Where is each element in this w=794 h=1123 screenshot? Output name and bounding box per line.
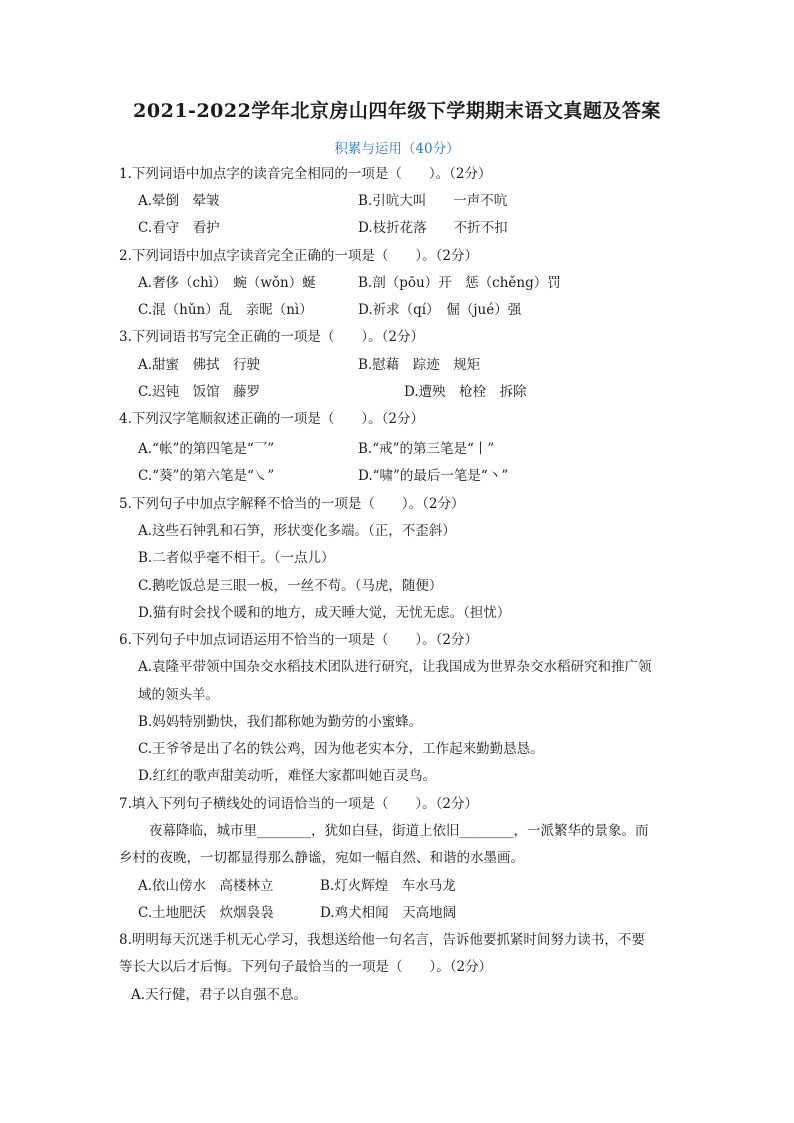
page-title: 2021-2022学年北京房山四年级下学期期末语文真题及答案 (133, 100, 661, 122)
question-3-option-c: C.迟钝 饭馆 藤罗 (138, 384, 261, 400)
question-7-passage-line2: 乡村的夜晚，一切都显得那么静谧，宛如一幅自然、和谐的水墨画。 (119, 850, 524, 866)
question-3-option-a: A.甜蜜 佛拭 行驶 (138, 357, 261, 373)
question-2-option-d: D.祈求（qí） 倔（jué）强 (358, 302, 522, 318)
question-2-option-b: B.剖（pōu）开 惩（chěng）罚 (358, 275, 561, 291)
question-7-passage-line1: 夜幕降临，城市里________，犹如白昼，街道上依旧________，一派繁华的景象。而 (149, 823, 649, 839)
question-3-option-d: D.遭殃 枪栓 拆除 (404, 384, 527, 400)
question-5-option-a: A.这些石钟乳和石笋，形状变化多端。（正，不歪斜） (138, 523, 456, 539)
question-5-option-b: B.二者似乎毫不相干。（一点儿） (138, 550, 335, 566)
question-6-option-c: C.王爷爷是出了名的铁公鸡，因为他老实本分，工作起来勤勤恳恳。 (138, 741, 544, 757)
question-4-option-d: D.“啸”的最后一笔是“丶” (358, 468, 509, 484)
question-4-option-a: A.“帐”的第四笔是“乛” (138, 441, 275, 457)
question-6-option-a-line2: 域的领头羊。 (138, 687, 219, 703)
question-4-option-c: C.“葵”的第六笔是“㇏” (138, 468, 275, 484)
question-6-option-b: B.妈妈特别勤快，我们都称她为勤劳的小蜜蜂。 (138, 714, 423, 730)
question-5-option-d: D.猫有时会找个暖和的地方，成天睡大觉，无忧无虑。（担忧） (138, 605, 511, 621)
question-1-option-c: C.看守 看护 (138, 220, 220, 236)
question-3-option-b: B.慰藉 踪迹 规矩 (358, 357, 481, 373)
question-7-option-c: C.土地肥沃 炊烟袅袅 (138, 905, 274, 921)
question-3-stem: 3.下列词语书写完全正确的一项是（ ）。（2分） (119, 329, 424, 345)
question-6-stem: 6.下列句子中加点词语运用不恰当的一项是（ ）。（2分） (119, 632, 478, 648)
question-5-stem: 5.下列句子中加点字解释不恰当的一项是（ ）。（2分） (119, 496, 465, 512)
question-7-option-b: B.灯火辉煌 车水马龙 (320, 878, 456, 894)
question-4-option-b: B.“戒”的第三笔是“丨” (358, 441, 495, 457)
question-2-option-a: A.奢侈（chì） 蜿（wǒn）蜒 (138, 275, 316, 291)
question-6-option-a-line1: A.袁隆平带领中国杂交水稻技术团队进行研究，让我国成为世界杂交水稻研究和推广领 (138, 659, 652, 675)
question-6-option-d: D.红红的歌声甜美动听，难怪大家都叫她百灵鸟。 (138, 768, 437, 784)
question-2-stem: 2.下列词语中加点字读音完全正确的一项是（ ）。（2分） (119, 248, 478, 264)
question-8-stem-line1: 8.明明每天沉迷手机无心学习，我想送给他一句名言，告诉他要抓紧时间努力读书，不要 (119, 932, 645, 948)
question-1-stem: 1.下列词语中加点字的读音完全相同的一项是（ ）。（2分） (119, 166, 492, 182)
question-7-stem: 7.填入下列句子横线处的词语恰当的一项是（ ）。（2分） (119, 796, 478, 812)
section-heading: 积累与运用（40分） (334, 141, 460, 157)
question-8-option-a: A.天行健，君子以自强不息。 (131, 987, 308, 1003)
question-1-option-a: A.晕倒 晕皱 (138, 193, 220, 209)
question-1-option-d: D.枝折花落 不折不扣 (358, 220, 508, 236)
question-1-option-b: B.引吭大叫 一声不吭 (358, 193, 508, 209)
question-5-option-c: C.鹅吃饭总是三眼一板，一丝不苟。（马虎，随便） (138, 578, 443, 594)
question-4-stem: 4.下列汉字笔顺叙述正确的一项是（ ）。（2分） (119, 411, 424, 427)
question-2-option-c: C.混（hǔn）乱 亲昵（nì） (138, 302, 313, 318)
question-8-stem-line2: 等长大以后才后悔。下列句子最恰当的一项是（ ）。（2分） (119, 959, 493, 975)
question-7-option-a: A.依山傍水 高楼林立 (138, 878, 274, 894)
question-7-option-d: D.鸡犬相闻 天高地阔 (320, 905, 457, 921)
